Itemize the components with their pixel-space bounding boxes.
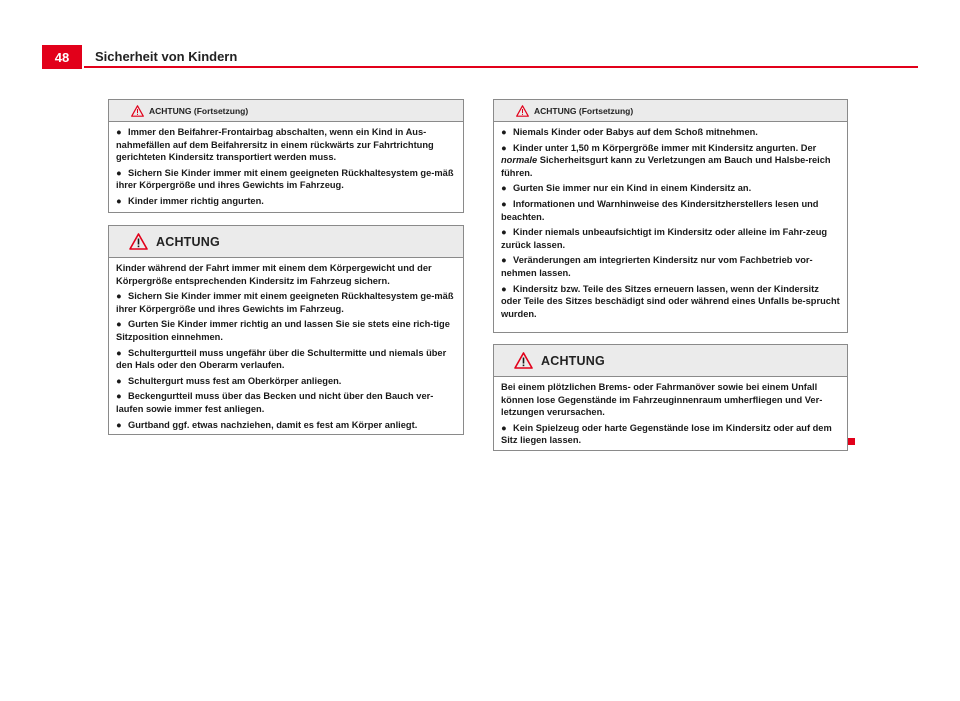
list-item: ● Kinder niemals unbeaufsichtigt im Kindersitz oder alleine im Fahr-zeug zurück lassen. <box>501 227 828 250</box>
bullet-icon: ● <box>116 375 122 386</box>
section-end-marker <box>848 438 855 445</box>
bullet-icon: ● <box>116 419 122 430</box>
list-item: ● Gurten Sie Kinder immer richtig an und lassen Sie sie stets eine rich-tige Sitzposition einnehmen. <box>116 319 450 342</box>
bullet-icon: ● <box>501 198 507 209</box>
list-item: ● Informationen und Warnhinweise des Kindersitzherstellers lesen und beachten. <box>501 198 819 222</box>
page-title: Sicherheit von Kindern <box>95 49 238 64</box>
list-item: ● Veränderungen am integrierten Kindersitz nur vom Fachbetrieb vor-nehmen lassen. <box>501 255 813 278</box>
bullet-icon: ● <box>116 347 122 358</box>
list-item: ● Kinder immer richtig angurten. <box>116 195 264 206</box>
emphasis-text: normale <box>501 155 538 166</box>
warning-box-header <box>494 345 847 377</box>
warning-triangle-icon <box>131 105 144 117</box>
list-item: ● Kein Spielzeug oder harte Gegenstände lose im Kindersitz oder auf dem Sitz liegen lassen. <box>501 422 832 446</box>
warning-box-title: ACHTUNG (Fortsetzung) <box>534 105 634 116</box>
warning-box-header <box>494 100 847 122</box>
warning-box-continued-left <box>108 99 464 213</box>
list-item: ● Immer den Beifahrer-Frontairbag abschalten, wenn ein Kind in Aus-nahmefällen auf dem Beifahrersitz in einem rückwärts zur Fahrtrichtung gerichteten Kindersitz transportiert werden muss. <box>116 127 434 163</box>
warning-box-header <box>109 226 463 258</box>
list-item: ● Sichern Sie Kinder immer mit einem geeigneten Rückhaltesystem ge-mäß ihrer Körpergröße und ihres Gewichts im Fahrzeug. <box>116 291 454 314</box>
warning-box-title: ACHTUNG (Fortsetzung) <box>149 105 249 116</box>
warning-box-right <box>493 344 848 451</box>
list-item: ● Schultergurtteil muss ungefähr über die Schultermitte und niemals über den Hals oder den Oberarm verlaufen. <box>116 347 447 371</box>
bullet-icon: ● <box>501 142 507 153</box>
warning-intro-text: Kinder während der Fahrt immer mit einem dem Körpergewicht und der Körpergröße entsprechenden Kindersitz im Fahrzeug sichern. <box>116 263 432 286</box>
bullet-icon: ● <box>116 291 122 302</box>
bullet-icon: ● <box>501 422 507 433</box>
page-number: 48 <box>42 45 82 69</box>
list-item: ● Kinder unter 1,50 m Körpergröße immer mit Kindersitz angurten. Der normale Sicherheitsgurt kann zu Verletzungen am Bauch und Halsbe-reich führen. <box>501 142 831 178</box>
bullet-icon: ● <box>501 183 507 194</box>
warning-box-title: ACHTUNG <box>156 234 220 249</box>
list-item: ● Schultergurt muss fest am Oberkörper anliegen. <box>116 375 342 386</box>
warning-triangle-icon <box>514 352 533 369</box>
warning-box-left <box>108 225 464 435</box>
warning-triangle-icon <box>129 233 148 250</box>
bullet-icon: ● <box>501 255 507 266</box>
warning-intro-text: Bei einem plötzlichen Brems- oder Fahrmanöver sowie bei einem Unfall können lose Gegenstände im Fahrzeuginnenraum umherfliegen und Ver-letzungen verursachen. <box>501 382 823 418</box>
list-item: ● Beckengurtteil muss über das Becken und nicht über den Bauch ver-laufen sowie immer fest anliegen. <box>116 391 434 414</box>
warning-box-continued-right <box>493 99 848 333</box>
warning-triangle-icon <box>516 105 529 117</box>
bullet-icon: ● <box>116 195 122 206</box>
bullet-icon: ● <box>501 283 507 294</box>
bullet-icon: ● <box>116 167 122 178</box>
bullet-icon: ● <box>116 319 122 330</box>
warning-box-title: ACHTUNG <box>541 353 605 368</box>
bullet-icon: ● <box>501 127 507 137</box>
bullet-icon: ● <box>116 391 122 402</box>
list-item: ● Kindersitz bzw. Teile des Sitzes erneuern lassen, wenn der Kindersitz oder Teile des Sitzes beschädigt sind oder während eines Unfalls be-sprucht wurden. <box>501 283 840 319</box>
list-item: ● Gurtband ggf. etwas nachziehen, damit es fest am Körper anliegt. <box>116 419 418 430</box>
header-divider <box>84 66 918 68</box>
list-item: ● Sichern Sie Kinder immer mit einem geeigneten Rückhaltesystem ge-mäß ihrer Körpergröße und ihres Gewichts im Fahrzeug. <box>116 167 454 191</box>
list-item: ● Gurten Sie immer nur ein Kind in einem Kindersitz an. <box>501 183 752 194</box>
bullet-icon: ● <box>501 227 507 238</box>
warning-box-header <box>109 100 463 122</box>
list-item: ● Niemals Kinder oder Babys auf dem Schoß mitnehmen. <box>501 127 758 137</box>
bullet-icon: ● <box>116 127 122 137</box>
